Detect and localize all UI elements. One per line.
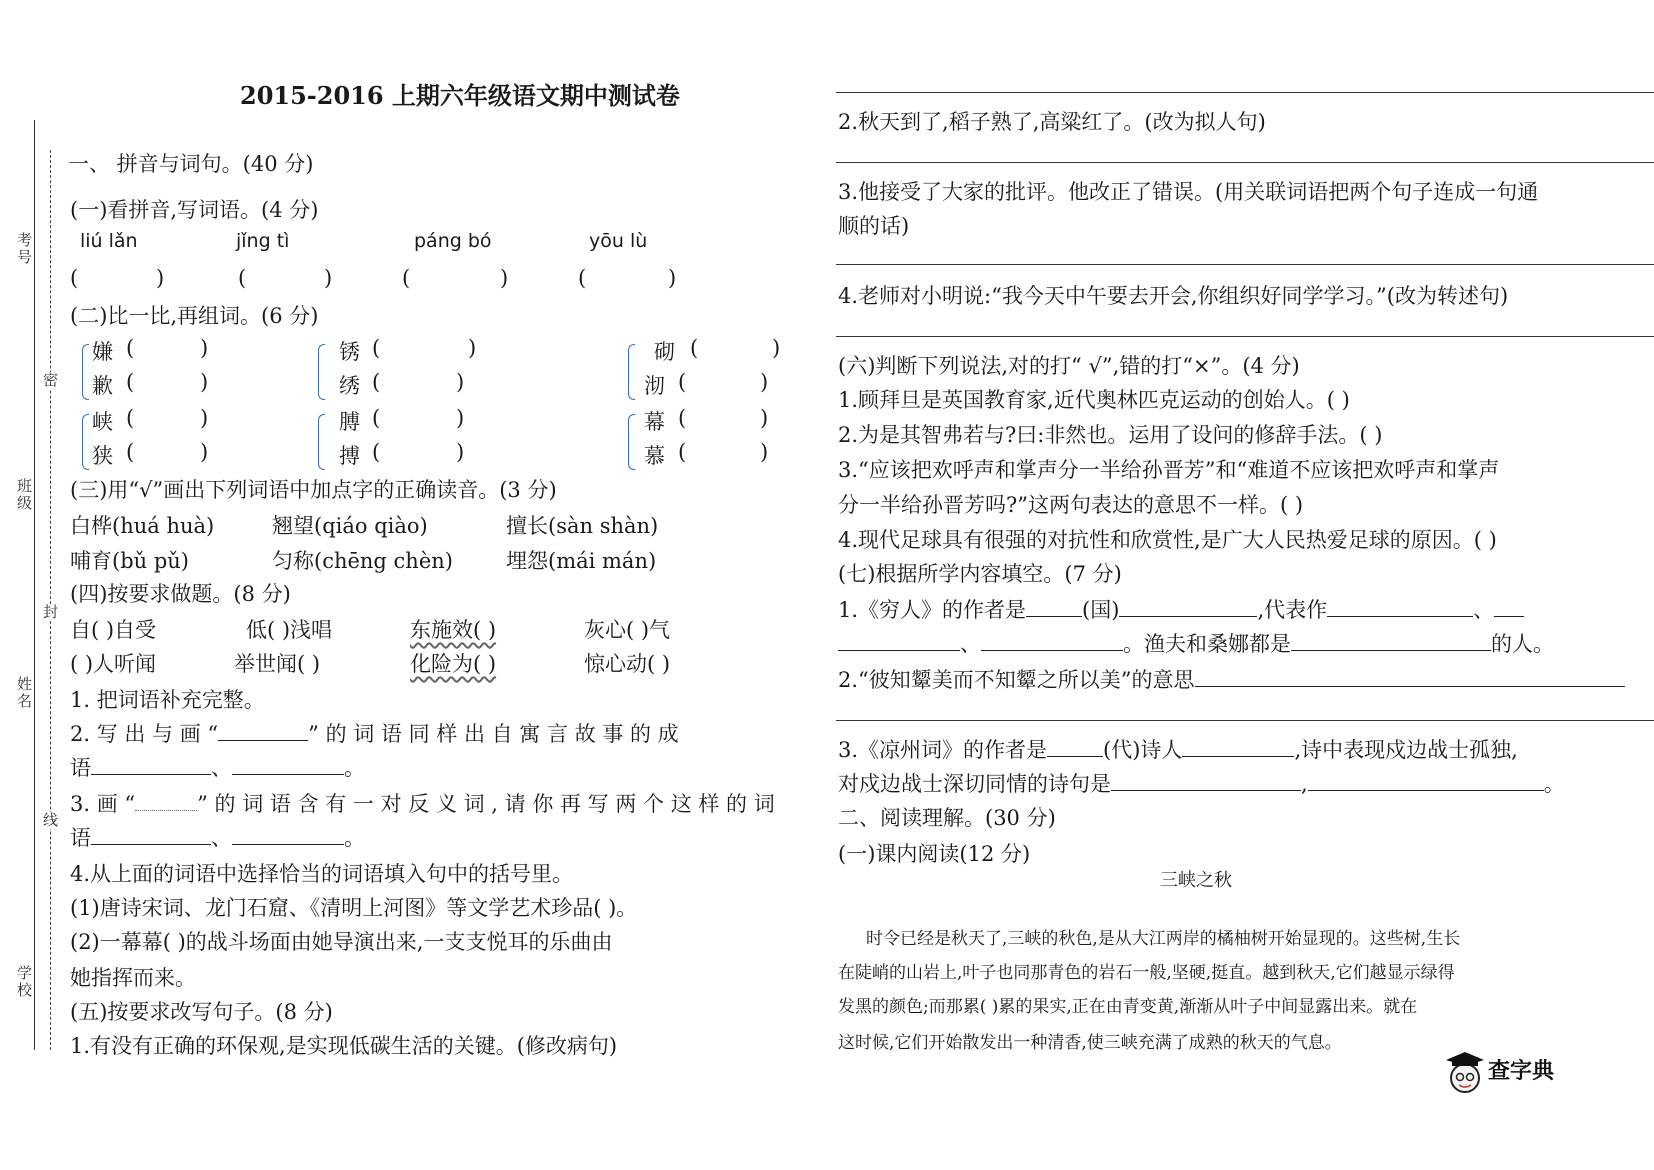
label-xingming: 姓名	[15, 676, 33, 710]
idiom-item: 东施效( )	[410, 618, 497, 642]
fill-1: 1.《穷人》的作者是 (国) ,代表作 、	[838, 594, 1524, 624]
brace	[318, 344, 325, 400]
compare-char: 绣	[339, 374, 360, 398]
question-3: 3. 画 “ ” 的 词 语 含 有 一 对 反 义 词 , 请 你 再 写 两 个 这 样 的 词	[70, 792, 775, 816]
label-banji: 班级	[15, 478, 33, 512]
answer-blank[interactable]	[91, 826, 211, 845]
reading-1-heading: (一)课内阅读(12 分)	[838, 842, 1031, 866]
pinyin-1: liú lǎn	[80, 230, 138, 252]
answer-paren: )	[760, 440, 769, 464]
brace	[82, 414, 89, 470]
compare-char: 幕	[644, 410, 665, 434]
answer-paren: )	[156, 266, 165, 290]
question-4-1: (1)唐诗宋词、龙门石窟、《清明上河图》等文学艺术珍品( )。	[70, 896, 638, 920]
answer-paren: )	[456, 406, 465, 430]
compare-char: 锈	[339, 340, 360, 364]
part-7-heading: (七)根据所学内容填空。(7 分)	[838, 562, 1122, 586]
answer-paren: (	[678, 440, 687, 464]
judge-3: 3.“应该把欢呼声和掌声分一半给孙晋芳”和“难道不应该把欢呼声和掌声	[838, 458, 1500, 482]
idiom-item: ( )人听闻	[70, 652, 157, 676]
answer-line[interactable]	[836, 264, 1654, 265]
answer-paren: )	[456, 440, 465, 464]
passage-line: 发黑的颜色;而那累( )累的果实,正在由青变黄,渐渐从叶子中间显露出来。就在	[838, 997, 1418, 1017]
part-5-heading: (五)按要求改写句子。(8 分)	[70, 1000, 333, 1024]
answer-blank[interactable]	[232, 756, 344, 775]
answer-paren: (	[238, 266, 247, 290]
part-2-heading: (二)比一比,再组词。(6 分)	[70, 304, 319, 328]
answer-paren: )	[200, 406, 209, 430]
fill-1-cont: 、 。渔夫和桑娜都是 的人。	[838, 628, 1554, 658]
answer-blank[interactable]	[1026, 598, 1082, 617]
question-1: 1. 把词语补充完整。	[70, 688, 265, 712]
answer-paren: (	[690, 336, 699, 360]
answer-blank[interactable]	[91, 756, 211, 775]
label-mi: 密	[41, 372, 59, 389]
answer-paren: )	[324, 266, 333, 290]
answer-blank[interactable]	[1308, 772, 1544, 791]
binding-line-dashed	[50, 150, 51, 1050]
compare-char: 搏	[339, 444, 360, 468]
answer-blank[interactable]	[1119, 598, 1257, 617]
logo-text: 查字典	[1488, 1059, 1555, 1084]
part-3-heading: (三)用“√”画出下列词语中加点字的正确读音。(3 分)	[70, 478, 557, 502]
reading-item: 匀称(chēng chèn)	[272, 549, 453, 573]
page-title: 2015-2016 上期六年级语文期中测试卷	[240, 81, 680, 110]
passage-title: 三峡之秋	[1160, 870, 1232, 891]
fill-2: 2.“彼知颦美而不知颦之所以美”的意思	[838, 664, 1625, 694]
question-4: 4.从上面的词语中选择恰当的词语填入句中的括号里。	[70, 862, 574, 886]
question-3-cont: 语 、 。	[70, 826, 365, 850]
answer-paren: )	[456, 370, 465, 394]
idiom-item: 惊心动( )	[584, 652, 671, 676]
brace	[82, 344, 89, 400]
reading-item: 埋怨(mái mán)	[506, 549, 657, 573]
answer-paren: )	[760, 370, 769, 394]
part-4-heading: (四)按要求做题。(8 分)	[70, 582, 291, 606]
compare-char: 沏	[644, 374, 665, 398]
answer-blank[interactable]	[1494, 598, 1524, 617]
idiom-item: 自( )自受	[70, 618, 157, 642]
answer-blank[interactable]	[1047, 738, 1103, 757]
answer-paren: )	[760, 406, 769, 430]
brace	[318, 414, 325, 470]
underline-blank	[218, 722, 308, 741]
compare-char: 峡	[92, 410, 113, 434]
passage-line: 时令已经是秋天了,三峡的秋色,是从大江两岸的橘柚树开始显现的。这些树,生长	[866, 929, 1461, 949]
question-5-3-cont: 顺的话)	[838, 214, 910, 238]
compare-char: 歉	[92, 374, 113, 398]
answer-paren: (	[372, 370, 381, 394]
answer-paren: (	[678, 406, 687, 430]
answer-paren: (	[126, 336, 135, 360]
answer-blank[interactable]	[232, 826, 344, 845]
compare-char: 膊	[339, 410, 360, 434]
brace	[628, 344, 635, 400]
part-1-heading: (一)看拼音,写词语。(4 分)	[70, 198, 319, 222]
answer-paren: (	[70, 266, 79, 290]
idiom-item: 灰心( )气	[584, 618, 671, 642]
idiom-item: 化险为( )	[410, 652, 497, 676]
answer-paren: )	[500, 266, 509, 290]
answer-line[interactable]	[836, 336, 1654, 337]
answer-blank[interactable]	[1111, 772, 1301, 791]
pinyin-3: páng bó	[414, 230, 492, 252]
passage-line: 这时候,它们开始散发出一种清香,使三峡充满了成熟的秋天的气息。	[838, 1033, 1342, 1053]
idiom-item: 低( )浅唱	[246, 618, 333, 642]
answer-paren: (	[126, 440, 135, 464]
site-logo	[1446, 1052, 1564, 1096]
answer-paren: (	[402, 266, 411, 290]
answer-line[interactable]	[836, 720, 1654, 721]
answer-paren: (	[126, 406, 135, 430]
reading-item: 白桦(huá huà)	[70, 514, 215, 538]
pinyin-2: jǐng tì	[236, 230, 290, 252]
answer-blank[interactable]	[1182, 738, 1294, 757]
question-5-4: 4.老师对小明说:“我今天中午要去开会,你组织好同学学习。”(改为转述句)	[838, 284, 1509, 308]
fill-3-cont: 对戍边战士深切同情的诗句是 , 。	[838, 772, 1565, 796]
wavy-blank	[135, 792, 197, 811]
question-5-3: 3.他接受了大家的批评。他改正了错误。(用关联词语把两个句子连成一句通	[838, 180, 1539, 204]
answer-paren: (	[126, 370, 135, 394]
label-xuexiao: 学校	[15, 965, 33, 999]
reading-item: 擅长(sàn shàn)	[506, 514, 659, 538]
answer-paren: (	[372, 406, 381, 430]
answer-paren: (	[372, 440, 381, 464]
answer-line[interactable]	[836, 162, 1654, 163]
answer-blank[interactable]	[1195, 668, 1625, 687]
reading-item: 哺育(bǔ pǔ)	[70, 549, 189, 573]
judge-2: 2.为是其智弗若与?曰:非然也。运用了设问的修辞手法。( )	[838, 423, 1383, 447]
answer-blank[interactable]	[838, 632, 960, 651]
part-6-heading: (六)判断下列说法,对的打“ √”,错的打“×”。(4 分)	[838, 354, 1300, 378]
label-kaohao: 考号	[15, 232, 33, 266]
section-1-heading: 一、 拼音与词句。(40 分)	[68, 152, 314, 176]
compare-char: 砌	[654, 340, 675, 364]
section-2-heading: 二、阅读理解。(30 分)	[838, 806, 1056, 830]
answer-paren: )	[200, 440, 209, 464]
passage-line: 在陡峭的山岩上,叶子也同那青色的岩石一般,坚硬,挺直。越到秋天,它们越显示绿得	[838, 963, 1455, 983]
answer-paren: (	[578, 266, 587, 290]
reading-item: 翘望(qiáo qiào)	[272, 514, 428, 538]
label-feng: 封	[41, 604, 59, 621]
answer-line[interactable]	[836, 92, 1654, 93]
answer-paren: (	[372, 336, 381, 360]
compare-char: 慕	[644, 444, 665, 468]
answer-blank[interactable]	[1327, 598, 1473, 617]
brace	[628, 414, 635, 470]
judge-3-cont: 分一半给孙晋芳吗?”这两句表达的意思不一样。( )	[838, 493, 1304, 517]
answer-paren: )	[668, 266, 677, 290]
answer-paren: )	[200, 370, 209, 394]
judge-1: 1.顾拜旦是英国教育家,近代奥林匹克运动的创始人。( )	[838, 388, 1350, 412]
question-4-2: (2)一幕幕( )的战斗场面由她导演出来,一支支悦耳的乐曲由	[70, 930, 613, 954]
question-5-1: 1.有没有正确的环保观,是实现低碳生活的关键。(修改病句)	[70, 1034, 618, 1058]
question-4-2-cont: 她指挥而来。	[70, 966, 196, 990]
answer-paren: )	[200, 336, 209, 360]
answer-blank[interactable]	[981, 632, 1123, 651]
answer-paren: )	[468, 336, 477, 360]
idiom-item: 举世闻( )	[234, 652, 321, 676]
answer-blank[interactable]	[1291, 632, 1491, 651]
answer-paren: (	[678, 370, 687, 394]
question-5-2: 2.秋天到了,稻子熟了,高粱红了。(改为拟人句)	[838, 110, 1266, 134]
compare-char: 嫌	[92, 340, 113, 364]
answer-paren: )	[772, 336, 781, 360]
question-2: 2. 写 出 与 画 “ ” 的 词 语 同 样 出 自 寓 言 故 事 的 成	[70, 722, 679, 746]
fill-3: 3.《凉州词》的作者是 (代)诗人 ,诗中表现戍边战士孤独,	[838, 738, 1518, 762]
label-xian: 线	[41, 812, 59, 829]
pinyin-4: yōu lù	[589, 230, 648, 252]
compare-char: 狭	[92, 444, 113, 468]
question-2-cont: 语 、 。	[70, 756, 365, 780]
judge-4: 4.现代足球具有很强的对抗性和欣赏性,是广大人民热爱足球的原因。( )	[838, 528, 1497, 552]
mascot-icon	[1446, 1052, 1484, 1096]
